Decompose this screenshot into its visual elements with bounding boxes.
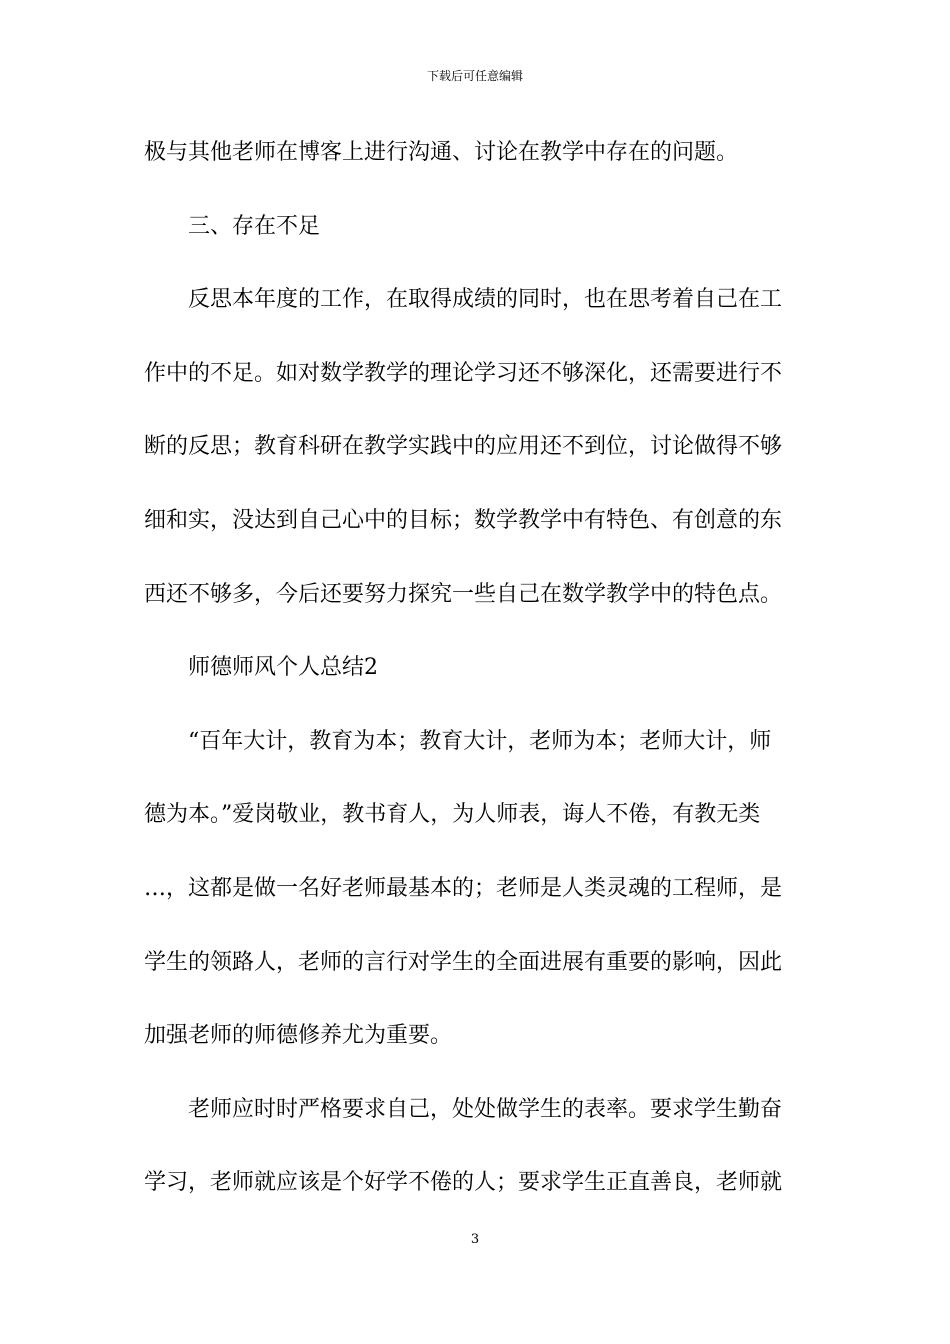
text-line: 学习，老师就应该是个好学不倦的人；要求学生正直善良，老师就	[144, 1170, 783, 1196]
text-line: “百年大计，教育为本；教育大计，老师为本；老师大计，师	[188, 728, 772, 754]
section-heading: 师德师风个人总结2	[188, 655, 378, 681]
text-line: 极与其他老师在博客上进行沟通、讨论在教学中存在的问题。	[144, 140, 739, 165]
document-body	[144, 128, 808, 1232]
text-line: 加强老师的师德修养尤为重要。	[144, 1023, 453, 1049]
page-header: 下载后可任意编辑	[426, 69, 523, 83]
page-number: 3	[470, 1232, 480, 1247]
section-heading: 三、存在不足	[188, 213, 321, 239]
text-line: 细和实，没达到自己心中的目标；数学教学中有特色、有创意的东	[144, 507, 783, 533]
text-line: …，这都是做一名好老师最基本的；老师是人类灵魂的工程师，是	[144, 875, 783, 901]
text-line: 学生的领路人，老师的言行对学生的全面进展有重要的影响，因此	[144, 949, 783, 975]
text-line: 反思本年度的工作，在取得成绩的同时，也在思考着自己在工	[188, 287, 783, 313]
text-line: 老师应时时严格要求自己，处处做学生的表率。要求学生勤奋	[188, 1096, 783, 1122]
text-line: 断的反思；教育科研在教学实践中的应用还不到位，讨论做得不够	[144, 434, 783, 460]
text-line: 德为本。”爱岗敬业，教书育人，为人师表，诲人不倦，有教无类	[144, 802, 761, 828]
text-line: 西还不够多，今后还要努力探究一些自己在数学教学中的特色点。	[144, 581, 783, 607]
text-line: 作中的不足。如对数学教学的理论学习还不够深化，还需要进行不	[144, 360, 783, 386]
